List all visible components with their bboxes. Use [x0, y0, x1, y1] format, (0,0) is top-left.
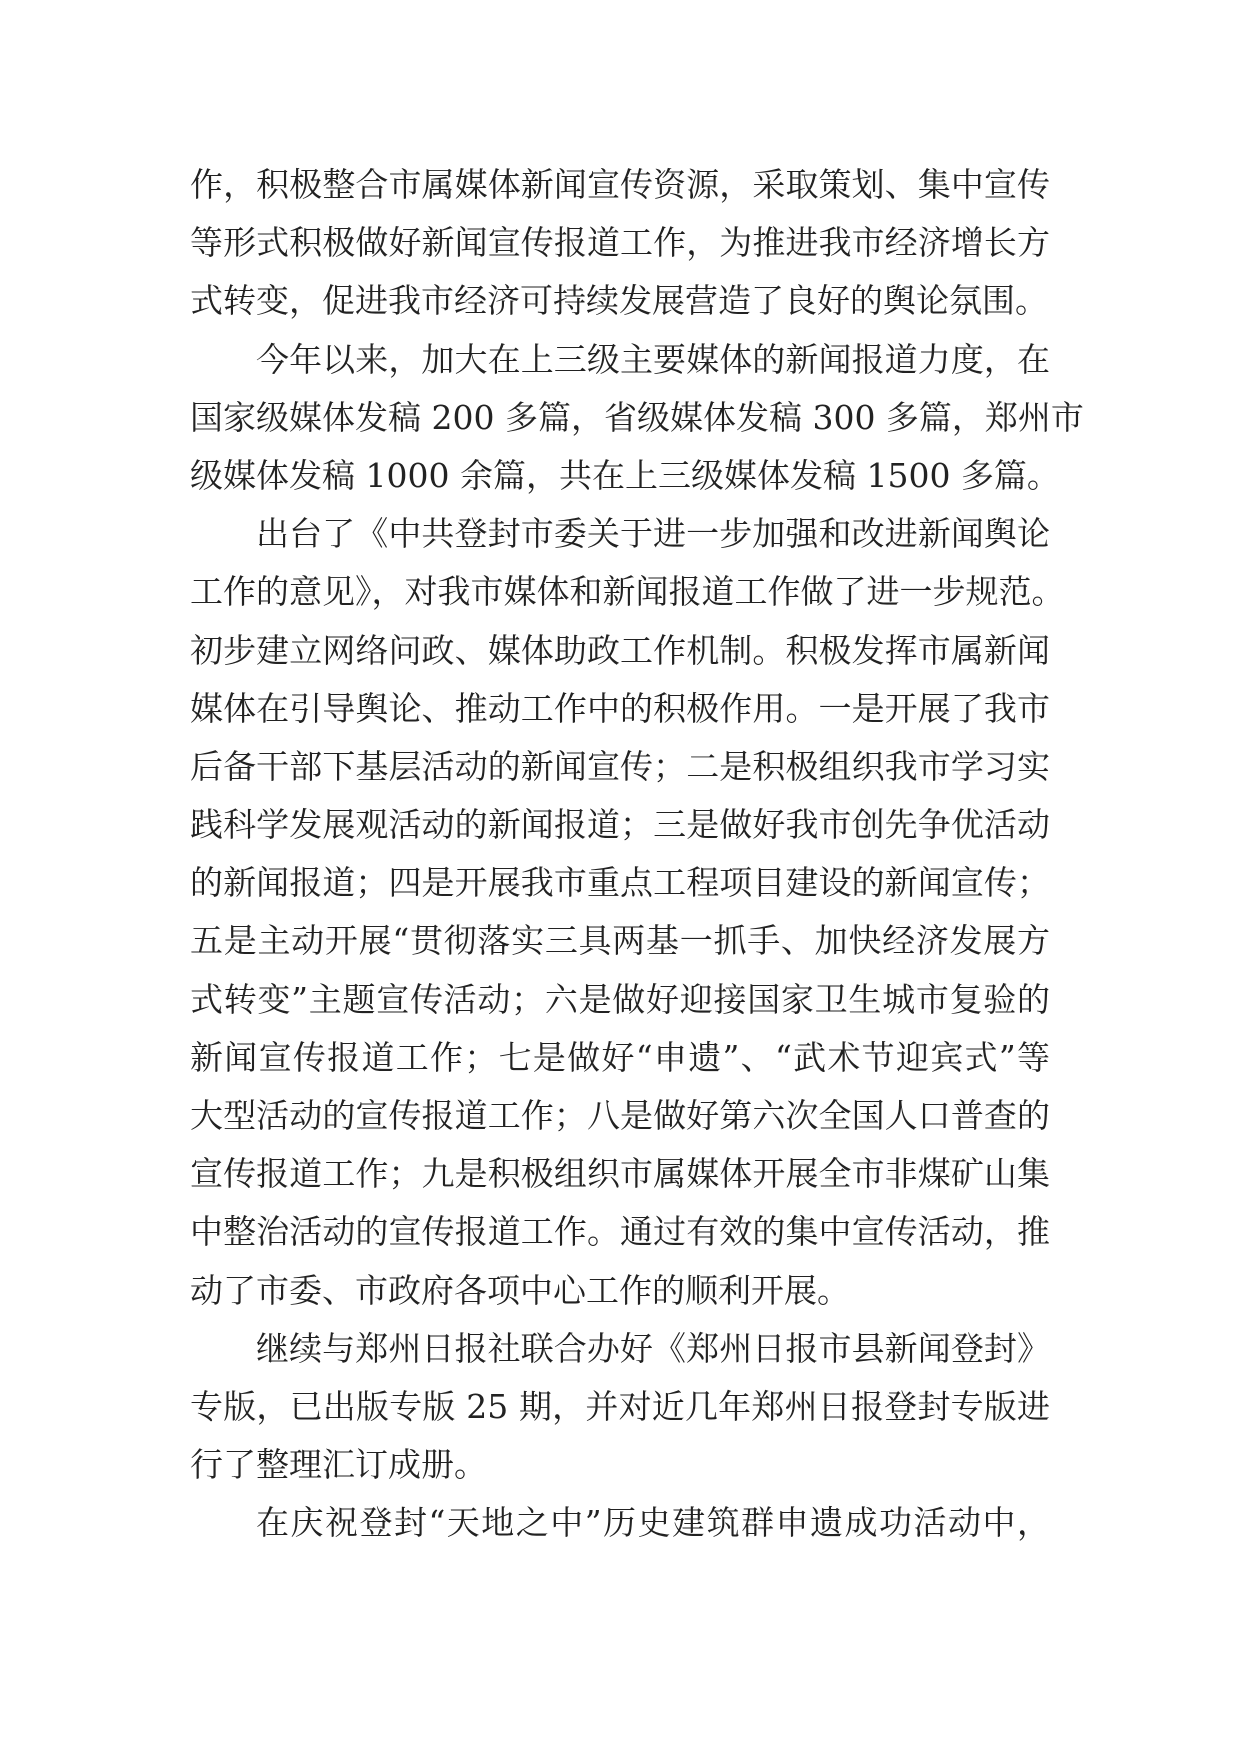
- text-line: 今年以来，加大在上三级主要媒体的新闻报道力度，在: [256, 339, 1050, 379]
- text-line: 行了整理汇订成册。: [190, 1445, 487, 1485]
- text-line: 大型活动的宣传报道工作；八是做好第六次全国人口普查的: [190, 1096, 1050, 1135]
- text-line: 后备干部下基层活动的新闻宣传；二是积极组织我市学习实: [190, 746, 1050, 786]
- text-line: 的新闻报道；四是开展我市重点工程项目建设的新闻宣传；: [190, 863, 1050, 903]
- text-line: 新闻宣传报道工作；七是做好“申遗”、“武术节迎宾式”等: [190, 1037, 1050, 1077]
- text-line: 等形式积极做好新闻宣传报道工作，为推进我市经济增长方: [190, 223, 1050, 263]
- text-line: 继续与郑州日报社联合办好《郑州日报市县新闻登封》: [256, 1328, 1050, 1368]
- text-line: 作，积极整合市属媒体新闻宣传资源，采取策划、集中宣传: [190, 165, 1050, 204]
- text-line: 中整治活动的宣传报道工作。通过有效的集中宣传活动，推: [190, 1212, 1050, 1252]
- text-line: 专版，已出版专版 25 期，并对近几年郑州日报登封专版进: [190, 1386, 1050, 1426]
- text-line: 初步建立网络问政、媒体助政工作机制。积极发挥市属新闻: [190, 630, 1050, 670]
- text-line: 国家级媒体发稿 200 多篇，省级媒体发稿 300 多篇，郑州市: [190, 397, 1084, 437]
- text-line: 媒体在引导舆论、推动工作中的积极作用。一是开展了我市: [190, 688, 1050, 728]
- text-line: 式转变”主题宣传活动；六是做好迎接国家卫生城市复验的: [190, 979, 1050, 1019]
- text-line: 动了市委、市政府各项中心工作的顺利开展。: [190, 1270, 850, 1310]
- text-line: 工作的意见》，对我市媒体和新闻报道工作做了进一步规范。: [190, 572, 1065, 612]
- text-line: 出台了《中共登封市委关于进一步加强和改进新闻舆论: [256, 514, 1050, 554]
- text-line: 式转变，促进我市经济可持续发展营造了良好的舆论氛围。: [190, 281, 1048, 321]
- text-line: 宣传报道工作；九是积极组织市属媒体开展全市非煤矿山集: [190, 1154, 1050, 1194]
- text-line: 五是主动开展“贯彻落实三具两基一抓手、加快经济发展方: [190, 921, 1050, 961]
- text-line: 在庆祝登封“天地之中”历史建筑群申遗成功活动中，: [256, 1503, 1050, 1543]
- text-line: 践科学发展观活动的新闻报道；三是做好我市创先争优活动: [190, 805, 1050, 845]
- text-line: 级媒体发稿 1000 余篇，共在上三级媒体发稿 1500 多篇。: [190, 455, 1060, 495]
- body-text: [190, 156, 1084, 1553]
